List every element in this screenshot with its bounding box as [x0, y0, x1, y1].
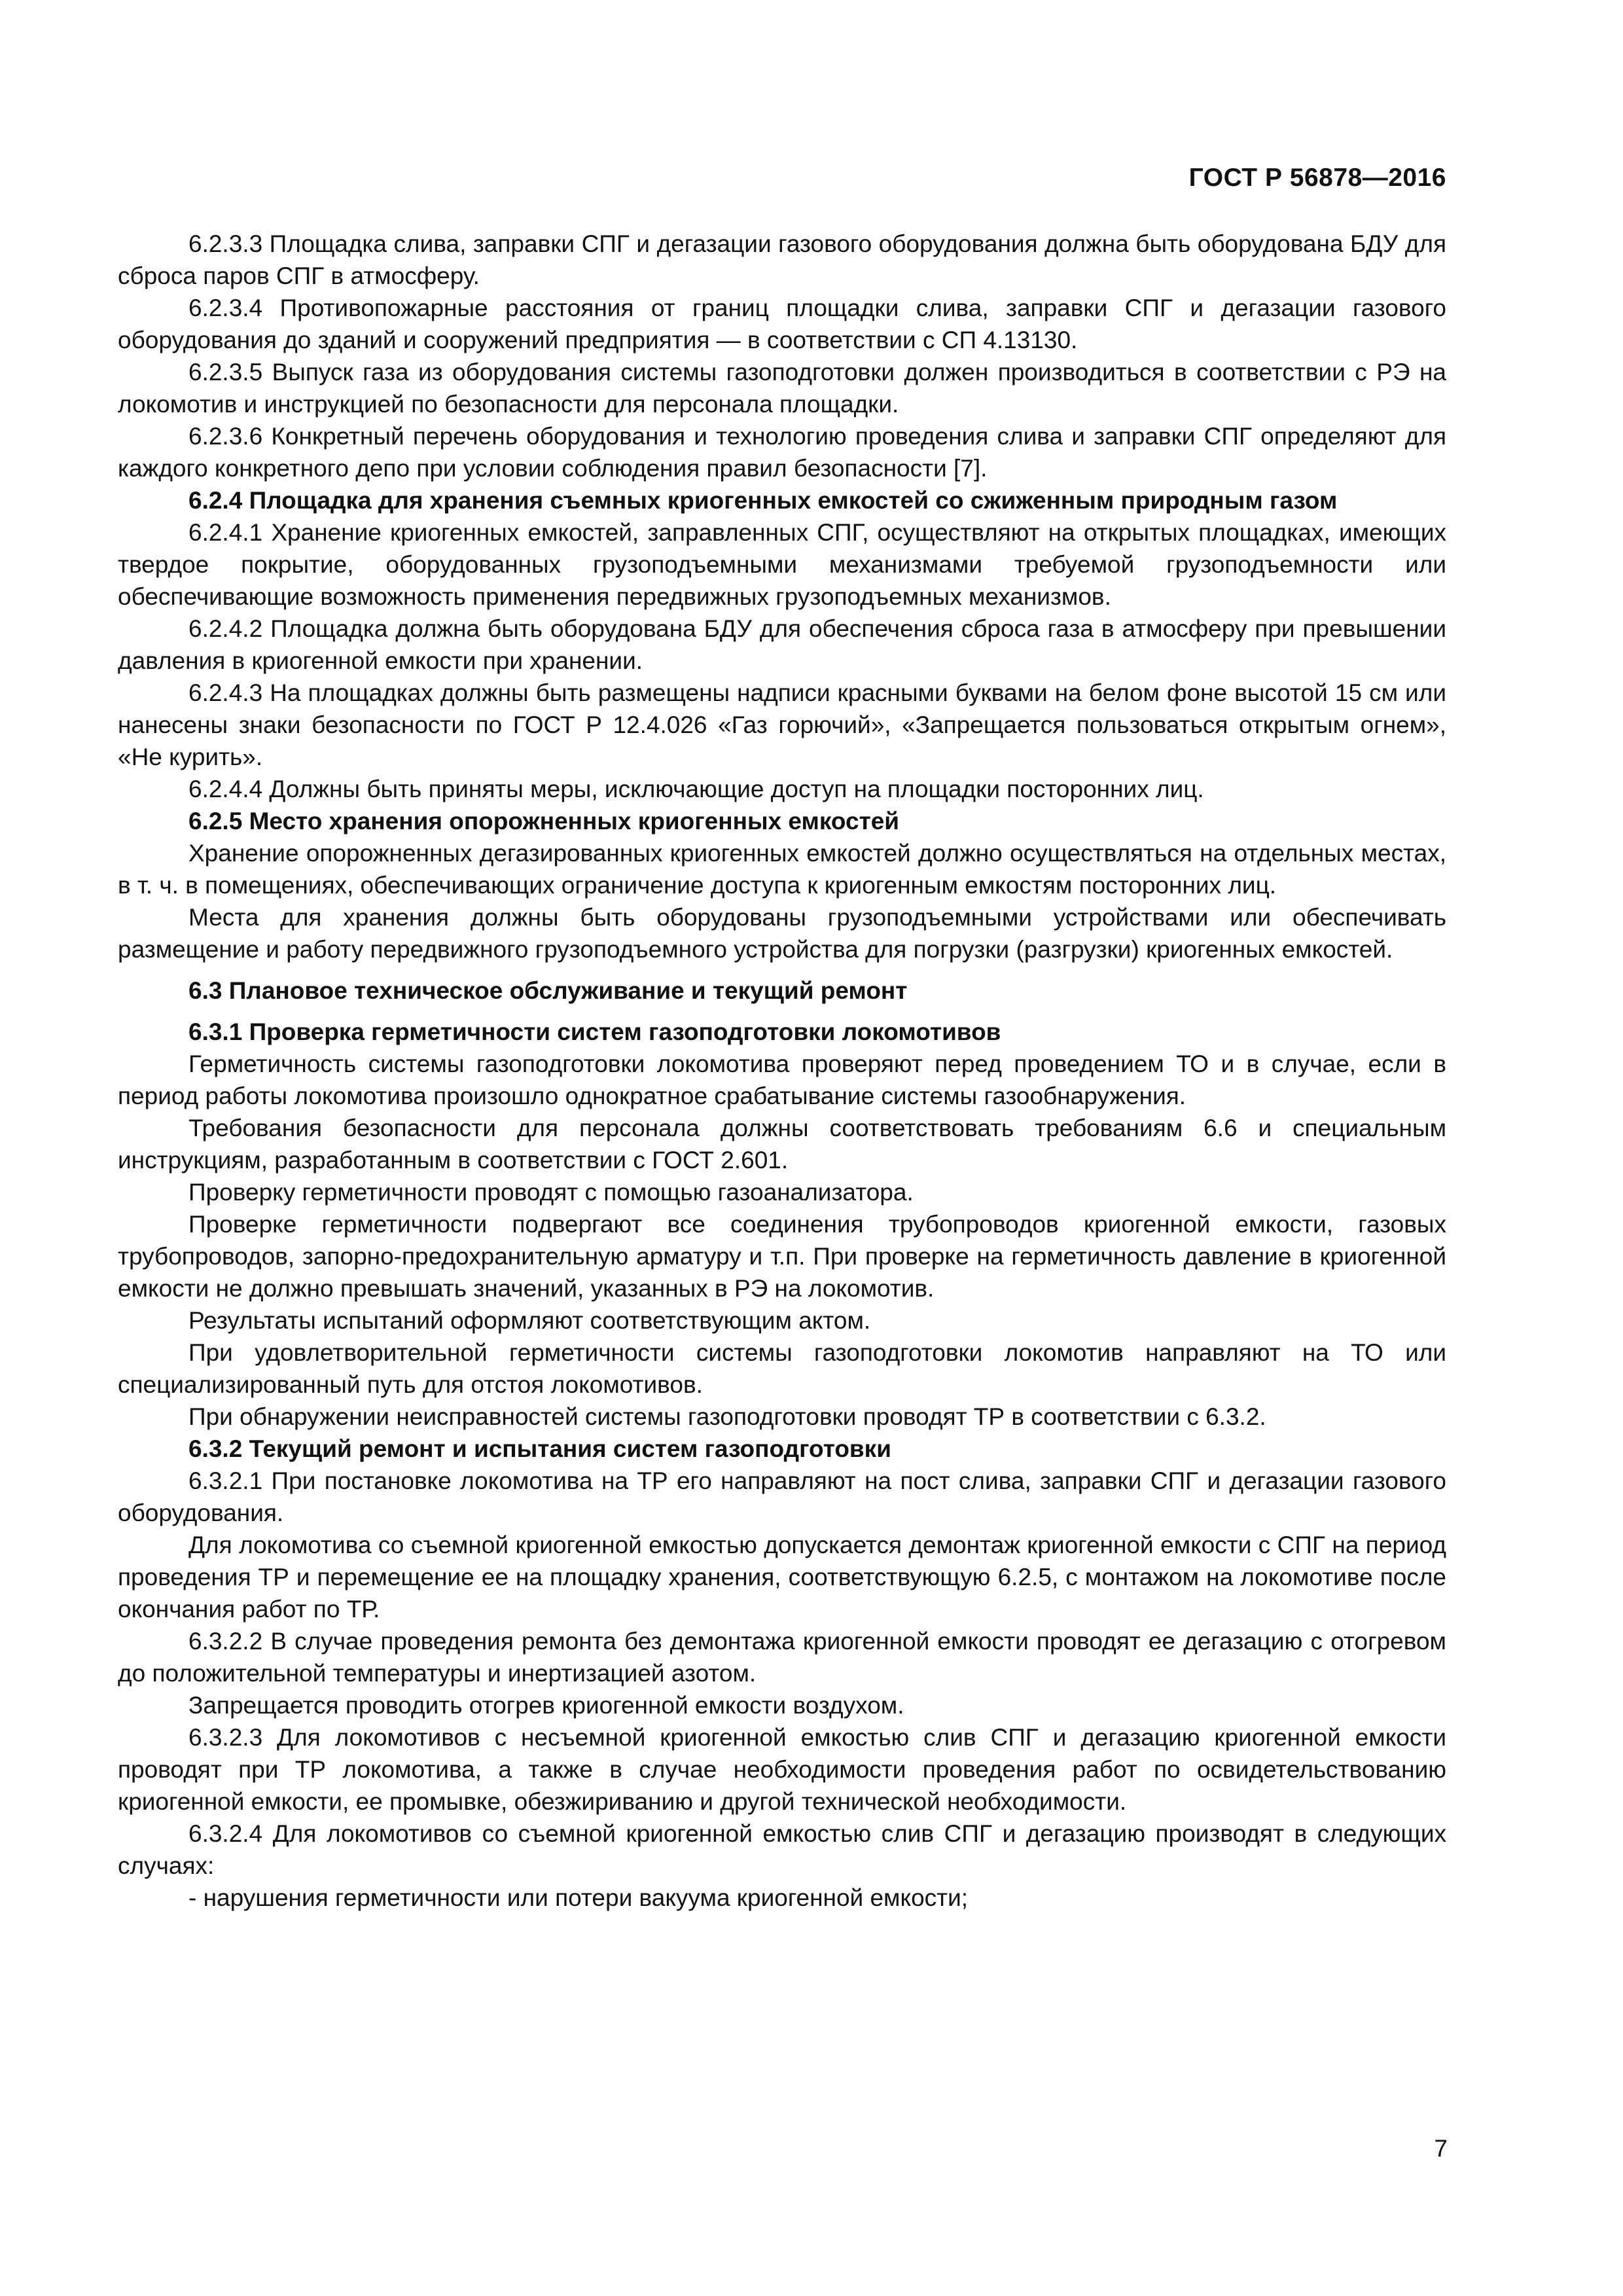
section-heading-6-3-1: 6.3.1 Проверка герметичности систем газоподготовки локомотивов — [188, 1018, 1001, 1045]
paragraph-storage-equipment: Места для хранения должны быть оборудованы грузоподъемными устройствами или обеспечивать размещение и работу передвижного грузоподъемного устройства для погрузки (разгрузки) криогенных емкостей. — [118, 904, 1446, 963]
paragraph-6-2-3-6: 6.2.3.6 Конкретный перечень оборудования и технологию проведения слива и заправки СПГ определяют для каждого конкретного депо при условии соблюдения правил безопасности [7]. — [118, 423, 1446, 482]
list-item-leak: - нарушения герметичности или потери вакуума криогенной емкости; — [188, 1884, 969, 1911]
paragraph-6-3-2-4: 6.3.2.4 Для локомотивов со съемной криогенной емкостью слив СПГ и дегазацию производят в следующих случаях: — [118, 1820, 1446, 1879]
paragraph-6-3-2-1: 6.3.2.1 При постановке локомотива на ТР его направляют на пост слива, заправки СПГ и дегазации газового оборудования. — [118, 1467, 1446, 1526]
section-heading-6-3-2: 6.3.2 Текущий ремонт и испытания систем газоподготовки — [188, 1435, 891, 1462]
paragraph-6-3-2-3: 6.3.2.3 Для локомотивов с несъемной криогенной емкостью слив СПГ и дегазацию криогенной емкости проводят при ТР локомотива, а также в случае необходимости проведения работ по освидетельствованию криогенной емкости, ее промывке, обезжириванию и другой технической необходимости. — [118, 1724, 1446, 1815]
paragraph-safety-requirements: Требования безопасности для персонала должны соответствовать требованиям 6.6 и специальным инструкциям, разработанным в соответствии с ГОСТ 2.601. — [118, 1115, 1446, 1174]
paragraph-removable-tank: Для локомотива со съемной криогенной емкостью допускается демонтаж криогенной емкости с СПГ на период проведения ТР и перемещение ее на площадку хранения, соответствующую 6.2.5, с монтажом на локомотиве после окончания работ по ТР. — [118, 1532, 1446, 1623]
paragraph-test-results: Результаты испытаний оформляют соответствующим актом. — [188, 1307, 871, 1334]
section-heading-6-2-5: 6.2.5 Место хранения опорожненных криогенных емкостей — [188, 808, 900, 834]
paragraph-faults: При обнаружении неисправностей системы газоподготовки проводят ТР в соответствии с 6.3.2. — [188, 1403, 1266, 1430]
section-heading-6-3: 6.3 Плановое техническое обслуживание и текущий ремонт — [188, 977, 908, 1004]
paragraph-6-2-4-3: 6.2.4.3 На площадках должны быть размещены надписи красными буквами на белом фоне высотой 15 см или нанесены знаки безопасности по ГОСТ Р 12.4.026 «Газ горючий», «Запрещается пользоваться открытым огнем», «Не курить». — [118, 679, 1446, 770]
paragraph-satisfactory: При удовлетворительной герметичности системы газоподготовки локомотив направляют на ТО или специализированный путь для отстоя локомотивов. — [118, 1339, 1446, 1398]
paragraph-tightness-check: Герметичность системы газоподготовки локомотива проверяют перед проведением ТО и в случае, если в период работы локомотива произошло однократное срабатывание системы газообнаружения. — [118, 1050, 1446, 1109]
section-heading-6-2-4: 6.2.4 Площадка для хранения съемных криогенных емкостей со сжиженным природным газом — [188, 487, 1338, 514]
paragraph-6-2-4-2: 6.2.4.2 Площадка должна быть оборудована БДУ для обеспечения сброса газа в атмосферу при превышении давления в криогенной емкости при хранении. — [118, 615, 1446, 674]
document-body — [118, 228, 1446, 1914]
paragraph-6-3-2-2: 6.3.2.2 В случае проведения ремонта без демонтажа криогенной емкости проводят ее дегазацию с отогревом до положительной температуры и инертизацией азотом. — [118, 1628, 1446, 1687]
paragraph-no-air-heating: Запрещается проводить отогрев криогенной емкости воздухом. — [188, 1692, 904, 1719]
page-number: 7 — [1434, 2135, 1448, 2162]
paragraph-storage-empty: Хранение опорожненных дегазированных криогенных емкостей должно осуществляться на отдельных местах, в т. ч. в помещениях, обеспечивающих ограничение доступа к криогенным емкостям посторонних лиц. — [118, 840, 1446, 899]
paragraph-6-2-4-4: 6.2.4.4 Должны быть приняты меры, исключающие доступ на площадки посторонних лиц. — [188, 776, 1204, 802]
paragraph-6-2-3-4: 6.2.3.4 Противопожарные расстояния от границ площадки слива, заправки СПГ и дегазации газового оборудования до зданий и сооружений предприятия — в соответствии с СП 4.13130. — [118, 295, 1446, 353]
paragraph-6-2-3-5: 6.2.3.5 Выпуск газа из оборудования системы газоподготовки должен производиться в соответствии с РЭ на локомотив и инструкцией по безопасности для персонала площадки. — [118, 359, 1446, 418]
paragraph-gas-analyzer: Проверку герметичности проводят с помощью газоанализатора. — [188, 1179, 914, 1206]
paragraph-connections-check: Проверке герметичности подвергают все соединения трубопроводов криогенной емкости, газовых трубопроводов, запорно-предохранительную арматуру и т.п. При проверке на герметичность давление в криогенной емкости не должно превышать значений, указанных в РЭ на локомотив. — [118, 1211, 1446, 1302]
paragraph-6-2-3-3: 6.2.3.3 Площадка слива, заправки СПГ и дегазации газового оборудования должна быть оборудована БДУ для сброса паров СПГ в атмосферу. — [118, 230, 1446, 289]
standard-number-header: ГОСТ Р 56878—2016 — [1188, 164, 1446, 192]
paragraph-6-2-4-1: 6.2.4.1 Хранение криогенных емкостей, заправленных СПГ, осуществляют на открытых площадках, имеющих твердое покрытие, оборудованных грузоподъемными механизмами требуемой грузоподъемности или обеспечивающие возможность применения передвижных грузоподъемных механизмов. — [118, 519, 1446, 610]
